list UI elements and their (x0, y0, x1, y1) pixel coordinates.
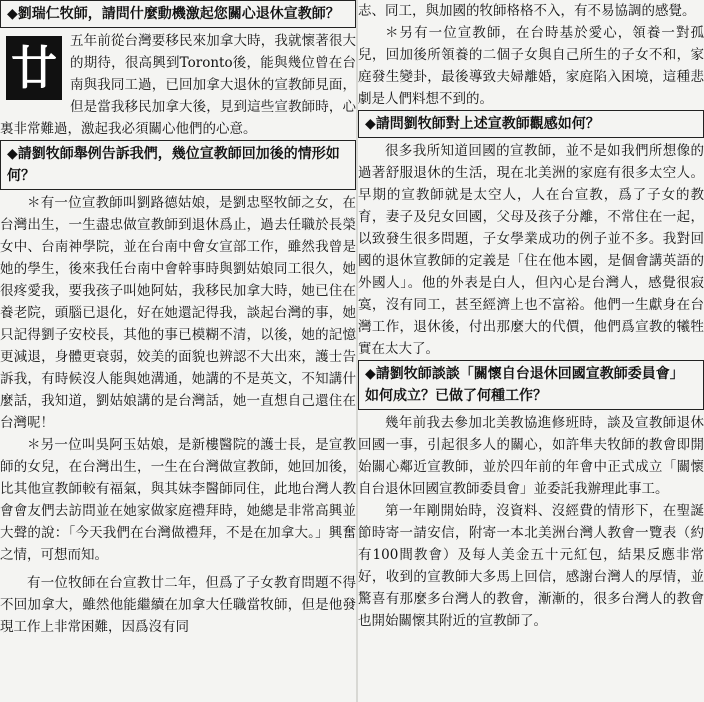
question-1: ◆劉瑞仁牧師，請問什麼動機激起您關心退休宣教師？ (7, 6, 340, 22)
answer-3: 很多我所知道回國的宣教師，並不是如我們所想像的過著舒服退休的生活，現在北美洲的家庭有很多太空人。早期的宣教師就是太空人，人在台宣教，爲了子女的教育，妻子及兒女回國，父母及孩子分離，不常住在一起，以致發生很多問題，子女學業成功的例子並不多。我對回國的退休宣教師的定義是「住在他本國，是個會講英語的外國人」。他的外表是白人，但內心是台灣人，感覺很寂寞，沒有同工，甚至經濟上也不富裕。他們一生獻身在台灣工作，退休後，付出那麼大的代價，他們爲宣教的犧牲實在太大了。 (358, 143, 704, 357)
answer-2-example-1: ＊有一位宣教師叫劉路德姑娘，是劉忠堅牧師之女，在台灣出生，一生盡忠做宣教師到退休爲止，過去任職於長榮女中、台南神學院，並在台南中會女宣部工作，雖然我曾是她的學生，後來我任台南中會幹事時與劉姑娘同工很久，她很疼愛我，要我孩子叫她阿姑，我移民加拿大時，她已住在養老院，頭腦已退化，好在她還記得我，談起台灣的事，她只記得劉子安校長，其他的事已模糊不清，以後，她的記憶更減退，身體更衰弱，姣美的面貌也辨認不大出來，護士告訴我，有時候沒人能與她溝通，她講的不是英文，不知講什麼話，我知道，劉姑娘講的是台灣話，她一直想自己還住在台灣呢！ (0, 195, 356, 431)
answer-1: 五年前從台灣要移民來加拿大時，我就懷著很大的期待，很高興到Toronto後，能與幾位曾在台南與我同工過，已回加拿大退休的宣教師見面，但是當我移民加拿大後，見到這些宣教師時，心裏非常難過，激起我必須關心他們的心意。 (0, 33, 356, 137)
answer-4-paragraph-1: 幾年前我去參加北美教協進修班時，談及宣教師退休回國一事，引起很多人的關心，如許隼夫牧師的教會即開始關心鄰近宣教師，並於四年前的年會中正式成立「關懷自台退休回國宣教師委員會」並委託我辦理此事工。 (358, 415, 704, 497)
question-2-box (0, 140, 356, 190)
answer-4-paragraph-2: 第一年剛開始時，沒資料、沒經費的情形下，在聖誕節時寄一請安信，附寄一本北美洲台灣人教會一覽表（約有100間教會）及每人美金五十元紅包，結果反應非常好，收到的宣教師大多馬上回信，感謝台灣人的厚情，並驚喜有那麼多台灣人的教會，漸漸的，很多台灣人的教會也開始關懷其附近的宣教師了。 (358, 503, 704, 629)
question-4: ◆請劉牧師談談「關懷自台退休回國宣教師委員會」如何成立？已做了何種工作？ (365, 366, 684, 404)
answer-2-continued: 志、同工，與加國的牧師格格不入，有不易協調的感覺。 (358, 3, 696, 19)
question-4-box (358, 360, 704, 410)
answer-2-example-4: ＊另有一位宣教師，在台時基於愛心，領養一對孤兒，回加後所領養的二個子女與自己所生的子女不和，家庭發生變卦，最後導致夫婦離婚，家庭陷入困境，這種悲劇是人們料想不到的。 (358, 25, 704, 107)
answer-2-example-3: 有一位牧師在台宣教廿二年，但爲了子女教育問題不得不回加拿大，雖然他能繼續在加拿大任職當牧師，但是他發現工作上非常困難，因爲沒有同 (0, 575, 356, 635)
question-3: ◆請問劉牧師對上述宣教師觀感如何？ (365, 116, 600, 132)
answer-2-example-2: ＊另一位叫吳阿玉姑娘，是新樓醫院的護士長，是宣教師的女兒，在台灣出生，一生在台灣做宣教師，她回加後，比其他宣教師較有福氣，與其妹李醫師同住，此地台灣人教會會友們去訪問並在她家做家庭禮拜時，她總是非常高興並大聲的說：「今天我們在台灣做禮拜，不是在加拿大。」興奮之情，可想而知。 (0, 437, 356, 563)
question-3-box (358, 110, 704, 138)
intro-block (0, 30, 356, 140)
dropcap: 廿 (6, 36, 62, 100)
right-column (358, 0, 704, 702)
question-1-box (0, 0, 356, 28)
question-2: ◆請劉牧師舉例告訴我們，幾位宣教師回加後的情形如何？ (7, 146, 340, 184)
